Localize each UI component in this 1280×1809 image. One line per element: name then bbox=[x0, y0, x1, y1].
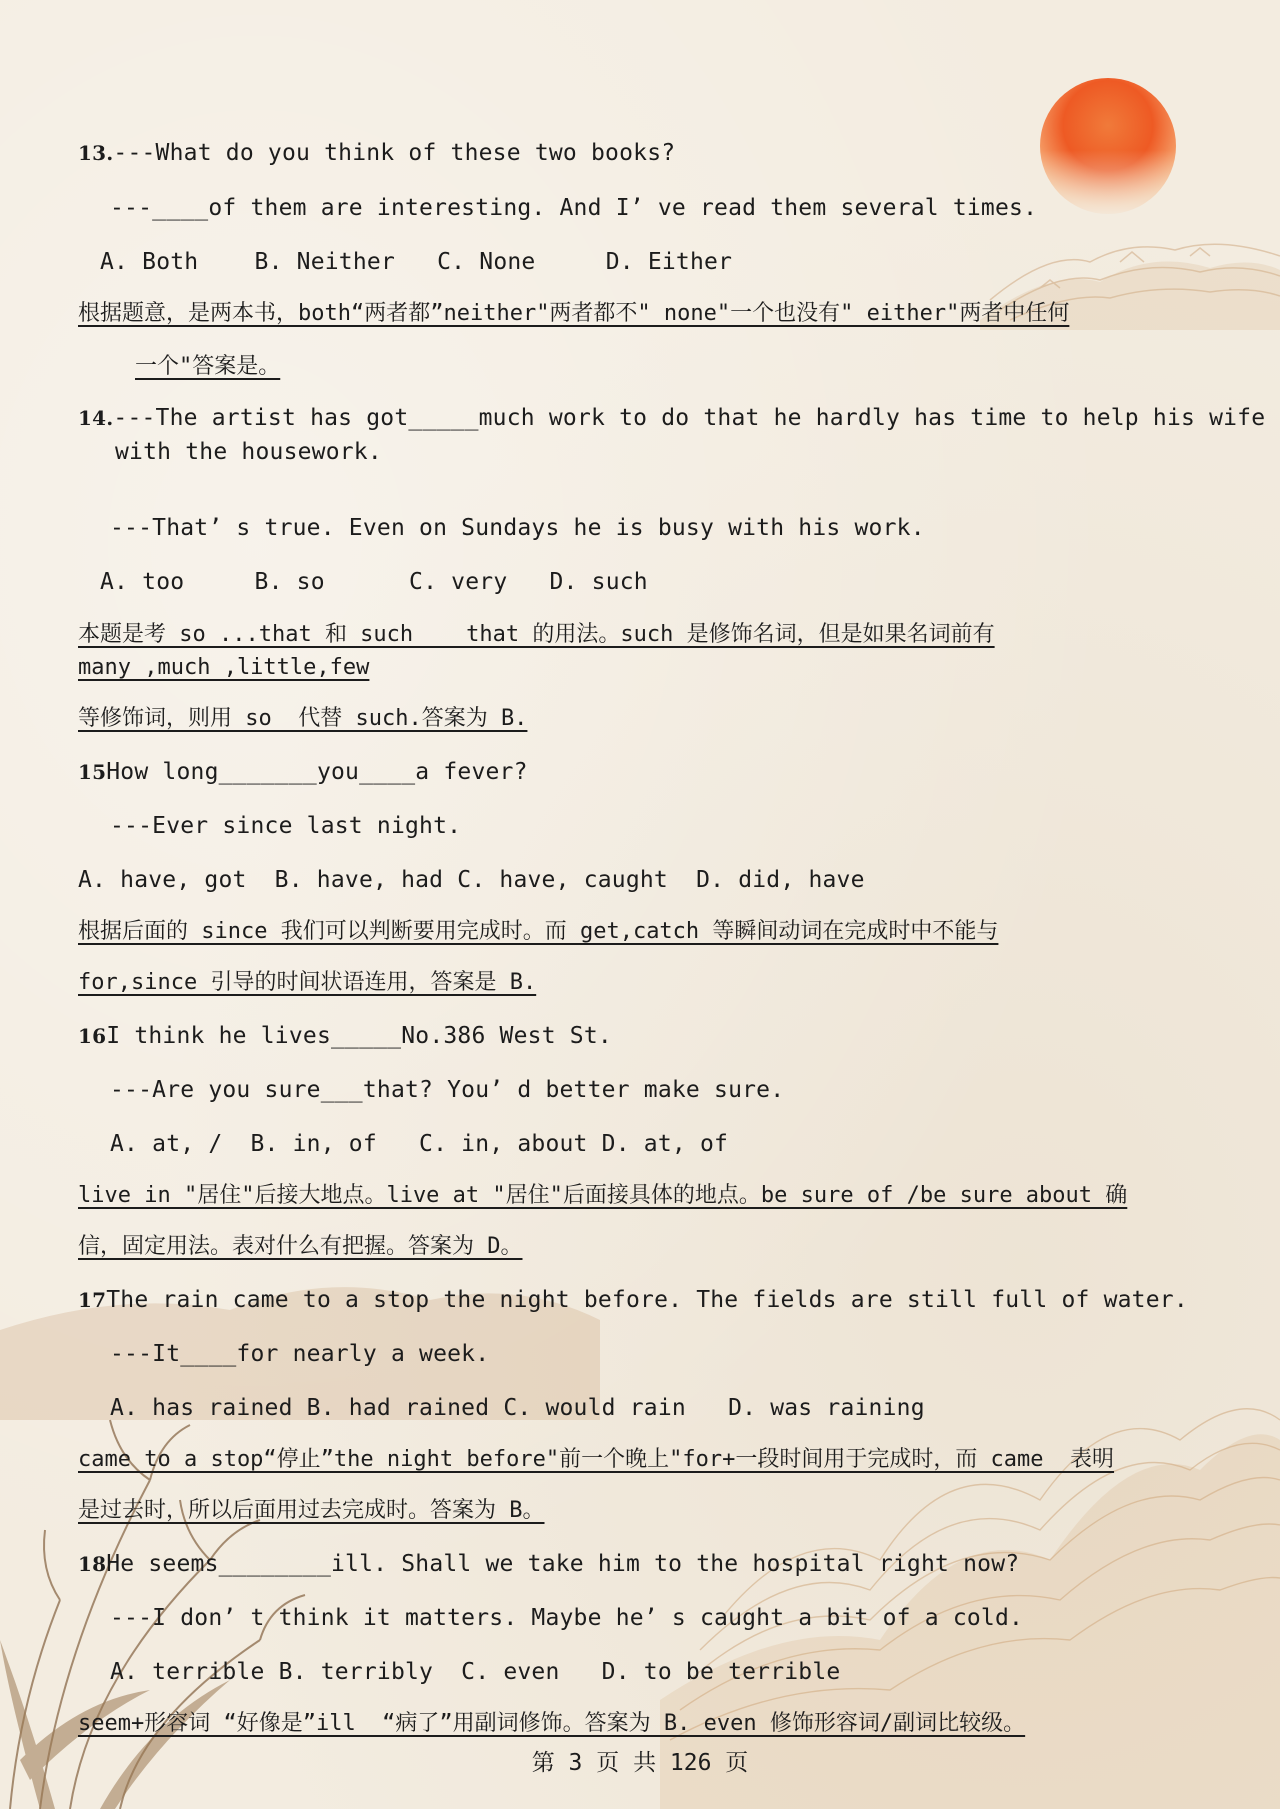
question-13-answer-line-2: 一个"答案是。 bbox=[135, 354, 281, 379]
question-18-answer-line-1: seem+形容词 “好像是”ill “病了”用副词修饰。答案为 B. even 修饰形容词/副词比较级。 bbox=[78, 1711, 1026, 1736]
question-17-answer-line-2: 是过去时，所以后面用过去完成时。答案为 B。 bbox=[78, 1498, 545, 1523]
question-14-stem-continued: with the housework. bbox=[115, 439, 382, 465]
page-footer: 第 3 页 共 126 页 bbox=[531, 1750, 749, 1776]
question-number: 18 bbox=[78, 1552, 107, 1576]
question-number: 13. bbox=[78, 141, 114, 165]
question-16-stem: 16I think he lives_____No.386 West St. bbox=[78, 1023, 612, 1049]
question-17-answer-line-1: came to a stop“停止”the night before"前一个晚上"for+一段时间用于完成时，而 came 表明 bbox=[78, 1447, 1115, 1472]
question-15-answer-line-2: for,since 引导的时间状语连用，答案是 B. bbox=[78, 970, 537, 995]
question-14-options: A. too B. so C. very D. such bbox=[100, 569, 648, 595]
question-number: 14. bbox=[78, 406, 114, 430]
question-15-options: A. have, got B. have, had C. have, caught D. did, have bbox=[78, 867, 865, 893]
question-16-answer-line-1: live in "居住"后接大地点。live at "居住"后面接具体的地点。be sure of /be sure about 确 bbox=[78, 1183, 1128, 1208]
question-15-reply: ---Ever since last night. bbox=[110, 813, 462, 839]
question-16-options: A. at, / B. in, of C. in, about D. at, of bbox=[110, 1131, 729, 1157]
question-16-answer-line-2: 信，固定用法。表对什么有把握。答案为 D。 bbox=[78, 1234, 523, 1259]
question-14-answer-line-3: 等修饰词，则用 so 代替 such.答案为 B. bbox=[78, 706, 528, 731]
question-18-reply: ---I don’ t think it matters. Maybe he’ s caught a bit of a cold. bbox=[110, 1605, 1024, 1631]
question-15-answer-line-1: 根据后面的 since 我们可以判断要用完成时。而 get,catch 等瞬间动词在完成时中不能与 bbox=[78, 919, 999, 944]
question-18-options: A. terrible B. terribly C. even D. to be terrible bbox=[110, 1659, 841, 1685]
question-14-stem: 14.---The artist has got_____much work to do that he hardly has time to help his wife bbox=[78, 405, 1266, 431]
question-18-stem: 18He seems________ill. Shall we take him to the hospital right now? bbox=[78, 1551, 1020, 1577]
question-number: 15 bbox=[78, 760, 107, 784]
question-14-answer-line-2: many ,much ,little,few bbox=[78, 655, 370, 680]
question-number: 16 bbox=[78, 1024, 107, 1048]
question-13-options: A. Both B. Neither C. None D. Either bbox=[100, 249, 733, 275]
question-13-reply: ---____of them are interesting. And I’ ve read them several times. bbox=[110, 195, 1038, 221]
question-17-stem: 17The rain came to a stop the night before. The fields are still full of water. bbox=[78, 1287, 1188, 1313]
question-13-answer-line-1: 根据题意，是两本书，both“两者都”neither"两者都不" none"一个也没有" either"两者中任何 bbox=[78, 301, 1070, 326]
question-17-reply: ---It____for nearly a week. bbox=[110, 1341, 490, 1367]
question-number: 17 bbox=[78, 1288, 107, 1312]
question-13-stem: 13.---What do you think of these two books? bbox=[78, 140, 676, 166]
question-14-answer-line-1: 本题是考 so ...that 和 such that 的用法。such 是修饰名词，但是如果名词前有 bbox=[78, 622, 995, 647]
question-16-reply: ---Are you sure___that? You’ d better make sure. bbox=[110, 1077, 785, 1103]
question-17-options: A. has rained B. had rained C. would rain D. was raining bbox=[110, 1395, 925, 1421]
question-14-reply: ---That’ s true. Even on Sundays he is busy with his work. bbox=[110, 515, 925, 541]
question-15-stem: 15How long_______you____a fever? bbox=[78, 759, 528, 785]
